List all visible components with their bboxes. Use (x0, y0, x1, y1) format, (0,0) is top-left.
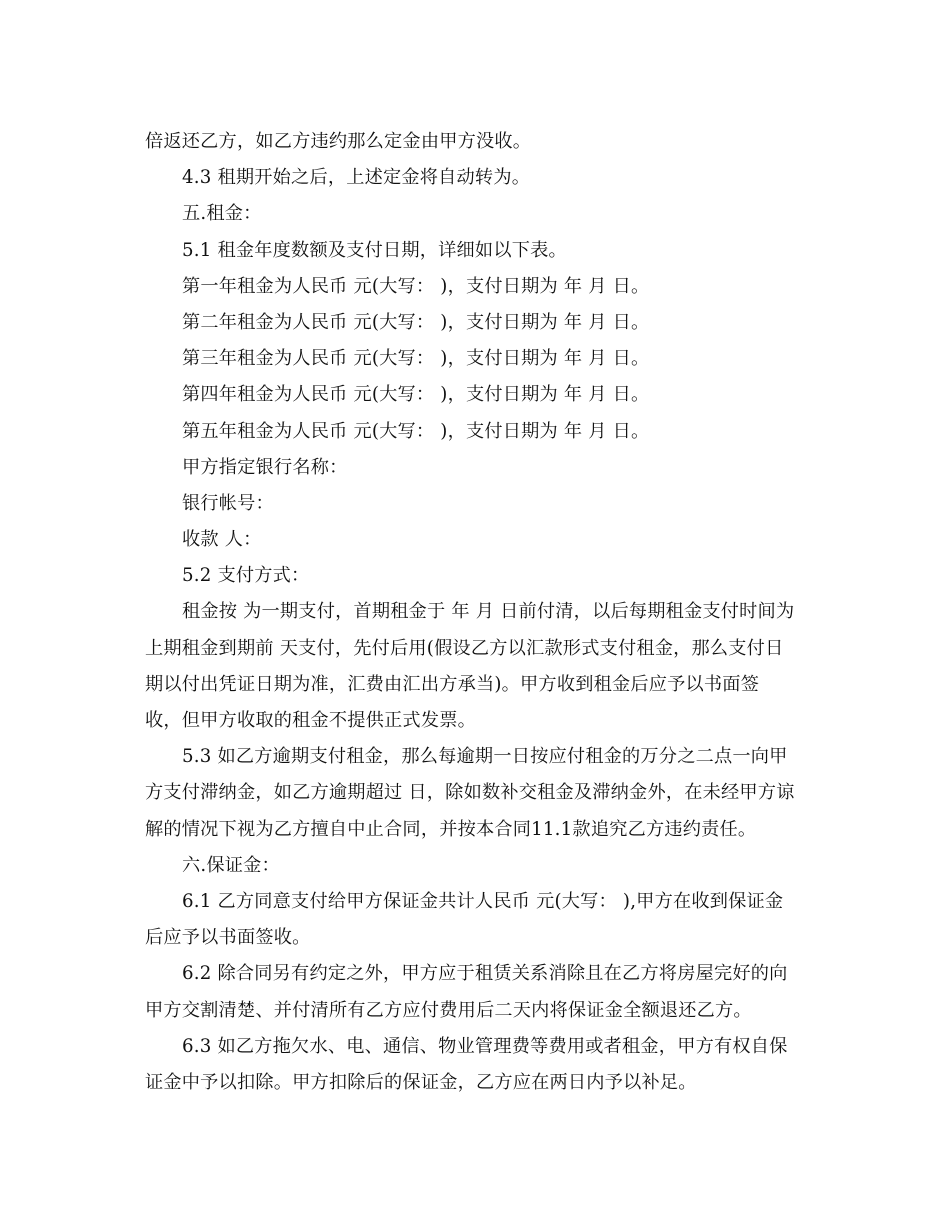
text-line-25: 甲方交割清楚、并付清所有乙方应付费用后二天内将保证金全额退还乙方。 (145, 999, 752, 1021)
payee-line: 收款 人： (182, 529, 262, 551)
text-line-22: 6.1 乙方同意支付给甲方保证金共计人民币 元(大写： ),甲方在收到保证金 (182, 890, 784, 912)
text-line-16: 期以付出凭证日期为准，汇费由汇出方承当)。甲方收到租金后应予以书面签 (145, 673, 760, 695)
text-line-24: 6.2 除合同另有约定之外，甲方应于租赁关系消除且在乙方将房屋完好的向 (182, 963, 788, 985)
text-line-4: 5.1 租金年度数额及支付日期，详细如以下表。 (182, 239, 567, 261)
rent-year-2: 第二年租金为人民币 元(大写： )，支付日期为 年 月 日。 (182, 311, 650, 333)
rent-year-4: 第四年租金为人民币 元(大写： )，支付日期为 年 月 日。 (182, 384, 650, 406)
text-line-23: 后应予以书面签收。 (145, 927, 311, 949)
text-line-1: 倍返还乙方，如乙方违约那么定金由甲方没收。 (145, 131, 532, 152)
rent-year-3: 第三年租金为人民币 元(大写： )，支付日期为 年 月 日。 (182, 348, 650, 370)
bank-name-line: 甲方指定银行名称： (182, 456, 348, 478)
payment-method-heading: 5.2 支付方式： (182, 565, 310, 587)
text-line-19: 方支付滞纳金，如乙方逾期超过 日，除如数补交租金及滞纳金外，在未经甲方谅 (145, 782, 795, 804)
text-line-14: 租金按 为一期支付，首期租金于 年 月 日前付清，以后每期租金支付时间为 (182, 601, 795, 623)
text-line-20: 解的情况下视为乙方擅自中止合同，并按本合同11.1款追究乙方违约责任。 (145, 818, 757, 840)
section-heading-deposit: 六.保证金： (182, 854, 280, 876)
rent-year-1: 第一年租金为人民币 元(大写： )，支付日期为 年 月 日。 (182, 275, 650, 297)
rent-year-5: 第五年租金为人民币 元(大写： )，支付日期为 年 月 日。 (182, 420, 650, 442)
section-heading-rent: 五.租金： (182, 203, 262, 225)
text-line-2: 4.3 租期开始之后，上述定金将自动转为。 (182, 167, 531, 189)
document-body (145, 124, 805, 1101)
text-line-15: 上期租金到期前 天支付，先付后用(假设乙方以汇款形式支付租金，那么支付日 (145, 637, 784, 659)
text-line-27: 证金中予以扣除。甲方扣除后的保证金，乙方应在两日内予以补足。 (145, 1071, 697, 1093)
text-line-26: 6.3 如乙方拖欠水、电、通信、物业管理费等费用或者租金，甲方有权自保 (182, 1035, 788, 1057)
bank-account-line: 银行帐号： (182, 492, 274, 514)
text-line-17: 收，但甲方收取的租金不提供正式发票。 (145, 710, 476, 731)
text-line-18: 5.3 如乙方逾期支付租金，那么每逾期一日按应付租金的万分之二点一向甲 (182, 746, 788, 768)
